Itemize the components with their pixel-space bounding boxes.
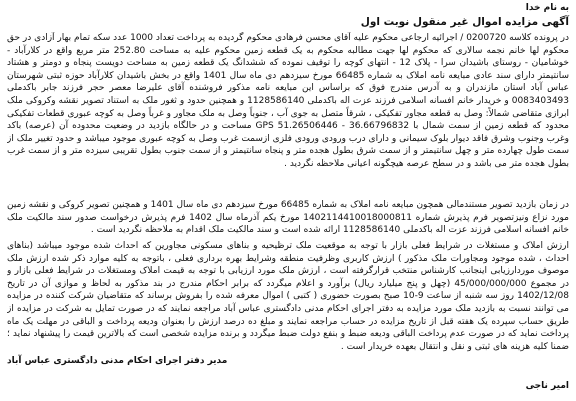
notice-title: آگهی مزایده اموال غیر منقول نوبت اول — [360, 16, 569, 28]
signature-organization: مدیر دفتر اجرای احکام مدنی دادگستری عباس آباد — [7, 356, 228, 366]
bismillah-header: به نام خدا — [525, 3, 569, 13]
notice-paragraph-3: ارزش املاک و مستغلات در شرایط فعلی بازار با توجه به موقعیت ملک ترظیحیه و بناهای مسکونی مجاورین که احداث شده موجود میباشد (بناهای احداث ، شده موجود ومجاورات ملک مذکور ) ارزش کاربری وظرفیت منطقه وشرایط بهره برداری فعلی ، باتوجه به کلیه موارد ذکر شده ارزش ملک موصوف موردارزیابی اینجانب کارشناس منتخب قرارگرفته است ، ارزش ملک مورد ارزیابی با توجه به قیمت املاک ومستغلات در شرایط فعلی بازار و در مجموع 45/000/000/000 (چهل و پنج میلیارد ریال) برآورد و اعلام میگردد که برابر احکام مندرج در بند مذکور به لحاظ و موازی آن در تاریخ 1402/12/08 روز سه شنبه از ساعت 9-10 صبح بصورت حضوری ( کتبی ) اموال معرفه شده را بفروش برساند که متقاضیان شرکت کننده در مزایده می توانند نسبت به بازدید ملک مورد مزایده به دفتر اجرای احکام مدنی دادگستری عباس آباد مراجعه نمایند که در صورت تمایل به شرکت در مزایده از طریق حساب سپرده یک هفته قبل از تاریخ مزایده در حساب مراجعه نمایند و مبلغ ده درصد ارزش را بعنوان ودیعه پرداخت و الباقی در مهلت یک ماه پرداخت نماید که در صورت عدم پرداخت الباقی ودیعه ضبط و بنفع دولت ضبط میگردد و برنده مزایده شخصی است که بالاترین قیمت را پیشنهاد نماید ؛ ضمنا کلیه هزینه های ثبتی و نقل و انتقال بعهده خریدار است . — [7, 241, 569, 352]
notice-paragraph-2: در زمان بازدید تصویر مستندمالی همچون مبایعه نامه املاک به شماره 66485 مورخ سیزدهم دی ماه سال 1401 و همچنین تصویر کروکی و نقشه زمین مورد نزاع ونیزتصویر فرم پذیرش شماره 1402114410018000811 مورخ یکم آذرماه سال 1402 فرم پذیرش درخواست صدور سند مالکیت ملک خانم افسانه اسلامی فرزند عزت اله باکدملی 1128586140 ارائه شده است و سند مالکیت ملک اقدام به ملاحظه نگردید است . — [7, 200, 569, 236]
signature-name: امیر ناجی — [525, 381, 569, 391]
notice-paragraph-1: در پرونده کلاسه 0200720 / اجرائیه ارجاعی محکوم علیه آقای محسن فرهادی محکوم گردیده به پرداخت تعداد 1000 عدد سکه تمام بهار آزادی در حق محکوم لها خانم نجمه سالاری که محکوم لها جهت مطالبه محکوم به یک قطعه زمین محکوم علیه به مساحت 252.80 متر مربع واقع در کلارآباد - خوشامیان - روستای باشیدان سرا - پلاک 12 - انتهای کوچه را توقیف نموده که ششدانگ یک قطعه زمین به مساحت دویست پنجاه و دومتر و هشتاد سانتیمتر دارای سند عادی مبایعه نامه املاک به شماره 66485 مورخ سیزدهم دی ماه سال 1401 واقع در بخش باشیدان کلارآباد حوزه ثبتی شهرستان عباس آباد استان مازندران و به آدرس مندرج فوق که براساس این مبایعه نامه مذکور فروشنده آقای علیرضا معصر حجر فرزند جابر باکدملی 0083403493 و خریدار خانم افسانه اسلامی فرزند عزت اله باکدملی 1128586140 و همچنین حدود و ثغور ملک به استناد تصویر نقشه وکروکی ملک ابرازی متقاضی شمالاً: وصل به قطعه مجاور تفکیکی ، شرقاً متصل به جوی آب ، جنوباً وصل به ملک مجاور و غرباً وصل به کوچه عبوری قطعات تفکیکی محدود که قطعه زمین از سمت شمال با 36.66796832 - 51.26506446 GPS مساحت و در حالگاه بازدید در وضعیت محدوده آن (عرصه) باکد وغرب وجنوب وشرق فاقد دیوار بلوک سیمانی و دارای درب ورودی ورودی فلزی ازسمت غرب وصل به کوچه عبوری موجود میباشد و حدود تغییر ملک از سمت طول چهارده متر و چهل سانتیمتر و از سمت شرق بطول هجده متر و پنجاه سانتیمتر و از سمت جنوب بطول تقریبی سیزده متر و از سمت غرب بطول هجده متر می باشد و در سطح عرصه هیچگونه اعیانی ملاحظه نگردید . — [7, 33, 569, 169]
